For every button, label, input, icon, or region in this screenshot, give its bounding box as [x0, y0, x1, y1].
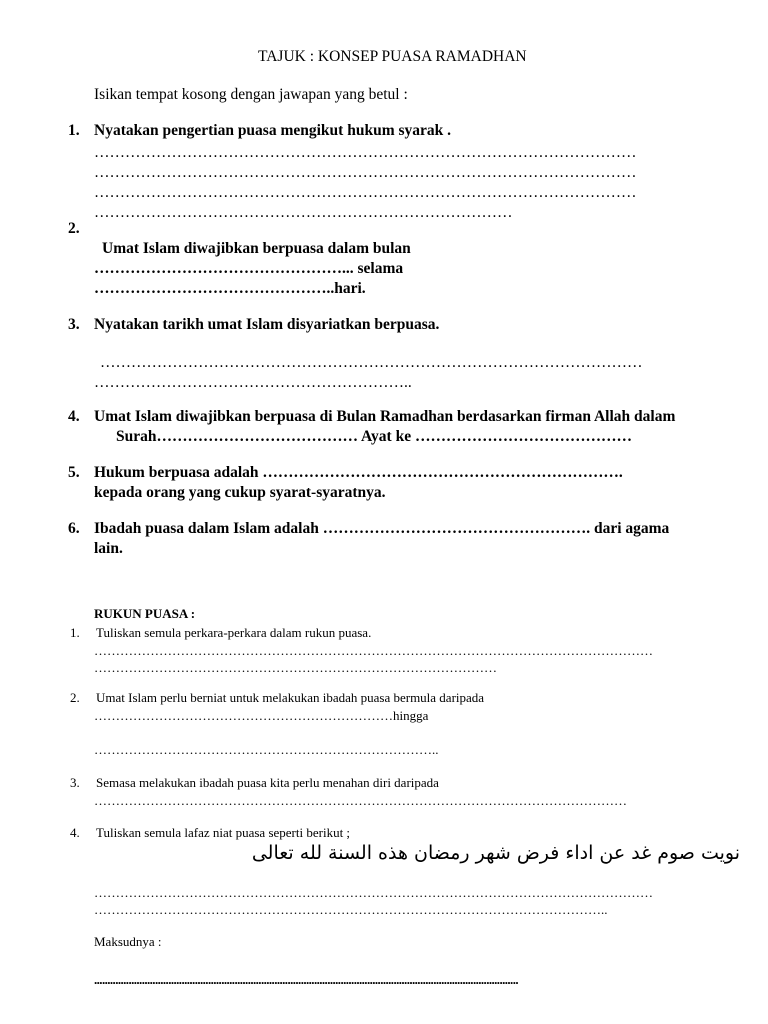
q1-answer-line-2: ……………………………………………………………………………………………: [94, 164, 637, 181]
q6-text-cont: lain.: [94, 540, 123, 557]
q3-number: 3.: [68, 316, 80, 333]
q5-text-cont: kepada orang yang cukup syarat-syaratnya.: [94, 484, 386, 501]
rukun-q1-text: Tuliskan semula perkara-perkara dalam rukun puasa.: [96, 625, 372, 640]
q5-number: 5.: [68, 464, 80, 481]
q1-text: Nyatakan pengertian puasa mengikut hukum syarak .: [94, 122, 452, 139]
maksud-label: Maksudnya :: [94, 934, 162, 949]
rukun-q4-answer-line-1: …………………………………………………………………………………………………………………: [94, 885, 653, 900]
q5-text: Hukum berpuasa adalah …………………………………………………………….: [94, 464, 623, 481]
q1-answer-line-1: ……………………………………………………………………………………………: [94, 144, 637, 161]
q6-text: Ibadah puasa dalam Islam adalah ……………………………………………. dari agama: [94, 520, 670, 537]
q4-answer-line: Surah………………………………… Ayat ke ……………………………………: [116, 428, 632, 445]
q1-answer-line-4: ………………………………………………………………………: [94, 204, 513, 221]
q3-answer-line-1: ……………………………………………………………………………………………: [100, 354, 643, 371]
rukun-q4-answer-line-2: ………………………………………………………………………………………………………..: [94, 902, 608, 917]
rukun-q1-answer-line-2: …………………………………………………………………………………: [94, 660, 497, 675]
rukun-q2-number: 2.: [70, 690, 80, 705]
niat-arabic-text: نويت صوم غد عن اداء فرض شهر رمضان هذه السنة لله تعالى: [251, 842, 740, 864]
rukun-q1-answer-line-1: …………………………………………………………………………………………………………………: [94, 643, 653, 658]
rukun-q2-answer-line-1: ……………………………………………………………hingga: [94, 708, 429, 723]
q2-number: 2.: [68, 220, 80, 237]
rukun-heading: RUKUN PUASA :: [94, 606, 196, 621]
rukun-q1-number: 1.: [70, 625, 80, 640]
rukun-q3-number: 3.: [70, 775, 80, 790]
maksud-answer-line: ................................................................................................................................................................: [94, 972, 519, 987]
q3-answer-line-2: ……………………………………………………..: [94, 374, 412, 391]
q2-text: Umat Islam diwajibkan berpuasa dalam bulan: [102, 240, 411, 257]
q3-text: Nyatakan tarikh umat Islam disyariatkan berpuasa.: [94, 316, 440, 333]
q2-answer-line-1: …………………………………………... selama: [94, 260, 404, 277]
q1-number: 1.: [68, 122, 80, 139]
page-title: TAJUK : KONSEP PUASA RAMADHAN: [258, 48, 527, 65]
q6-number: 6.: [68, 520, 80, 537]
q4-text: Umat Islam diwajibkan berpuasa di Bulan Ramadhan berdasarkan firman Allah dalam: [94, 408, 676, 425]
q4-number: 4.: [68, 408, 80, 425]
q1-answer-line-3: ……………………………………………………………………………………………: [94, 184, 637, 201]
rukun-q4-text: Tuliskan semula lafaz niat puasa seperti berikut ;: [96, 825, 351, 840]
instruction: Isikan tempat kosong dengan jawapan yang betul :: [94, 86, 408, 103]
rukun-q3-text: Semasa melakukan ibadah puasa kita perlu menahan diri daripada: [96, 775, 439, 790]
q2-answer-line-2: ………………………………………..hari.: [94, 280, 366, 297]
rukun-q2-text: Umat Islam perlu berniat untuk melakukan ibadah puasa bermula daripada: [96, 690, 485, 705]
rukun-q2-answer-line-2: ……………………………………………………………………..: [94, 742, 439, 757]
rukun-q4-number: 4.: [70, 825, 80, 840]
rukun-q3-answer-line: ……………………………………………………………………………………………………………: [94, 793, 627, 808]
